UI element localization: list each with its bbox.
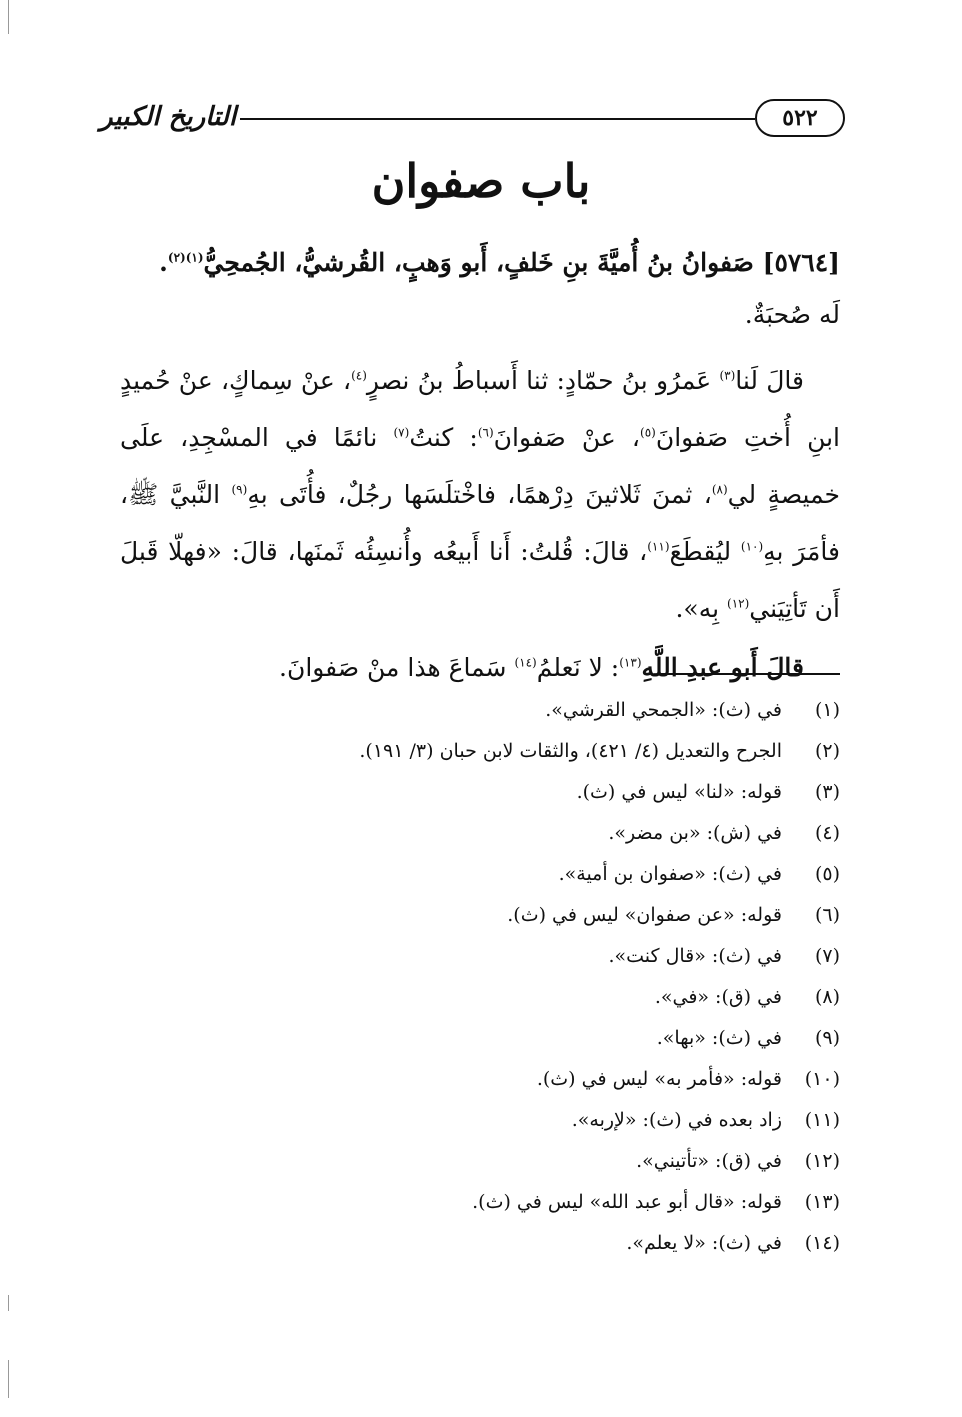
footnote-ref[interactable]: (١)(٢)	[167, 250, 204, 265]
footnote-number: (٦)	[814, 904, 840, 926]
footnote-item	[120, 1059, 840, 1100]
footnote-ref[interactable]: (٥)	[640, 425, 656, 440]
footnote-item	[120, 690, 840, 731]
footnote-text: في (ش): «بن مضر».	[608, 822, 782, 844]
footnote-ref[interactable]: (١٠)	[740, 539, 764, 554]
hadith-segment: ، عنْ صَفوانَ	[493, 423, 640, 452]
footnote-ref[interactable]: (٧)	[393, 425, 410, 440]
footnote-ref[interactable]: (٩)	[231, 482, 248, 497]
footnote-text: في (ث): «قال كنت».	[608, 945, 782, 967]
footnote-text: قوله: «عن صفوان» ليس في (ث).	[507, 904, 782, 926]
footnote-item	[120, 854, 840, 895]
footnote-ref[interactable]: (٤)	[351, 368, 367, 383]
footnote-text: في (ث): «لا يعلم».	[626, 1232, 782, 1254]
footnote-item	[120, 772, 840, 813]
footnote-number: (١)	[814, 699, 840, 721]
page-number-badge: ٥٢٢	[755, 99, 845, 137]
author-note-mid: : لا نَعلمُ	[536, 653, 620, 682]
footnote-number: (١٠)	[804, 1068, 840, 1090]
header-rule	[240, 118, 755, 120]
hadith-segment: نائمًا في المسْجِدِ، علَى خميصةٍ لي	[120, 423, 841, 509]
margin-mark	[8, 0, 9, 34]
footnote-ref[interactable]: (٦)	[477, 425, 494, 440]
footnote-text: في (ق): «في».	[654, 986, 782, 1008]
footnote-number: (١٤)	[804, 1232, 840, 1254]
footnote-ref[interactable]: (١٤)	[514, 655, 537, 670]
hadith-text	[120, 352, 840, 637]
book-title: التاريخ الكبير	[100, 102, 237, 132]
running-header	[100, 95, 845, 143]
entry-number: [٥٧٦٤]	[762, 248, 840, 277]
footnote-item	[120, 1182, 840, 1223]
footnote-number: (٣)	[814, 781, 840, 803]
footnote-separator	[660, 673, 840, 675]
main-text	[120, 240, 840, 695]
hadith-segment: ، عنْ سِماكٍ، عنْ حُميدٍ ابنِ أُختِ صَفوانَ	[120, 366, 841, 452]
hadith-segment: عَمرُو بنُ حمّادٍ: ثنا أَسباطُ بنُ نصرٍ	[366, 366, 720, 395]
entry-end-dot: .	[159, 248, 168, 277]
footnote-text: الجرح والتعديل (٤/ ٤٢١)، والثقات لابن حبان (٣/ ١٩١).	[359, 740, 782, 762]
footnote-item	[120, 1100, 840, 1141]
footnote-ref[interactable]: (١٣)	[619, 655, 642, 670]
footnote-ref[interactable]: (٨)	[711, 482, 728, 497]
footnote-number: (١٢)	[804, 1150, 840, 1172]
footnote-text: قوله: «قال أبو عبد الله» ليس في (ث).	[472, 1191, 782, 1213]
chapter-title: باب صفوان	[371, 154, 591, 208]
footnote-ref[interactable]: (١١)	[647, 539, 670, 554]
footnote-number: (٨)	[814, 986, 840, 1008]
entry-heading	[120, 240, 840, 286]
footnote-number: (١٣)	[804, 1191, 840, 1213]
author-note-lead: قالَ أَبو عبدِ اللَّهِ	[641, 653, 804, 682]
footnote-number: (٤)	[814, 822, 840, 844]
hadith-segment: بِه».	[675, 594, 728, 623]
margin-mark	[8, 1295, 9, 1311]
footnote-text: زاد بعده في (ث): «لإربه».	[571, 1109, 782, 1131]
margin-mark	[8, 1360, 9, 1398]
footnote-item	[120, 895, 840, 936]
hadith-segment: : كنتُ	[409, 423, 478, 452]
hadith-segment: النَّبيَّ ﷺ، فأمَرَ بهِ	[120, 480, 840, 566]
footnote-item	[120, 1018, 840, 1059]
footnote-text: قوله: «لنا» ليس في (ث).	[576, 781, 782, 803]
footnote-item	[120, 731, 840, 772]
footnote-ref[interactable]: (٣)	[719, 368, 736, 383]
footnote-item	[120, 813, 840, 854]
footnote-text: في (ث): «بها».	[656, 1027, 782, 1049]
footnote-number: (٧)	[814, 945, 840, 967]
footnote-number: (٥)	[814, 863, 840, 885]
footnote-item	[120, 977, 840, 1018]
entry-name: صَفوانُ بنُ أُميَّةَ بنِ خَلفٍ، أَبو وَهبٍ، القُرشيُّ، الجُمحِيُّ	[203, 248, 754, 277]
footnote-number: (١١)	[804, 1109, 840, 1131]
footnotes-list	[120, 690, 840, 1264]
hadith-segment: قالَ لَنا	[735, 366, 804, 395]
hadith-segment: ، قالَ: قُلتُ: أَنا أَبيعُه وأُنسِئُه ثَمنَها، قالَ: «فهلّا قَبلَ أَن تَأتِيَني	[120, 537, 840, 623]
footnote-number: (٢)	[814, 740, 840, 762]
footnote-text: في (ث): «الجمحي القرشي».	[545, 699, 782, 721]
footnote-text: قوله: «فأمر به» ليس في (ث).	[536, 1068, 782, 1090]
hadith-segment: ، ثمنَ ثَلاثينَ دِرْهمًا، فاخْتلَسَها رجُلٌ، فأُتَى بهِ	[247, 480, 712, 509]
footnote-number: (٩)	[814, 1027, 840, 1049]
author-note-tail: سَماعَ هذا منْ صَفوانَ.	[279, 653, 515, 682]
footnote-item	[120, 1223, 840, 1264]
sahaba-note: لَه صُحبَةٌ.	[744, 300, 840, 329]
hadith-segment: ليُقطَعَ	[669, 537, 741, 566]
footnote-item	[120, 936, 840, 977]
footnote-text: في (ث): «صفوان بن أمية».	[558, 863, 782, 885]
footnote-ref[interactable]: (١٢)	[727, 596, 750, 611]
footnote-text: في (ق): «تأتيني».	[636, 1150, 782, 1172]
footnote-item	[120, 1141, 840, 1182]
author-note	[120, 641, 840, 695]
